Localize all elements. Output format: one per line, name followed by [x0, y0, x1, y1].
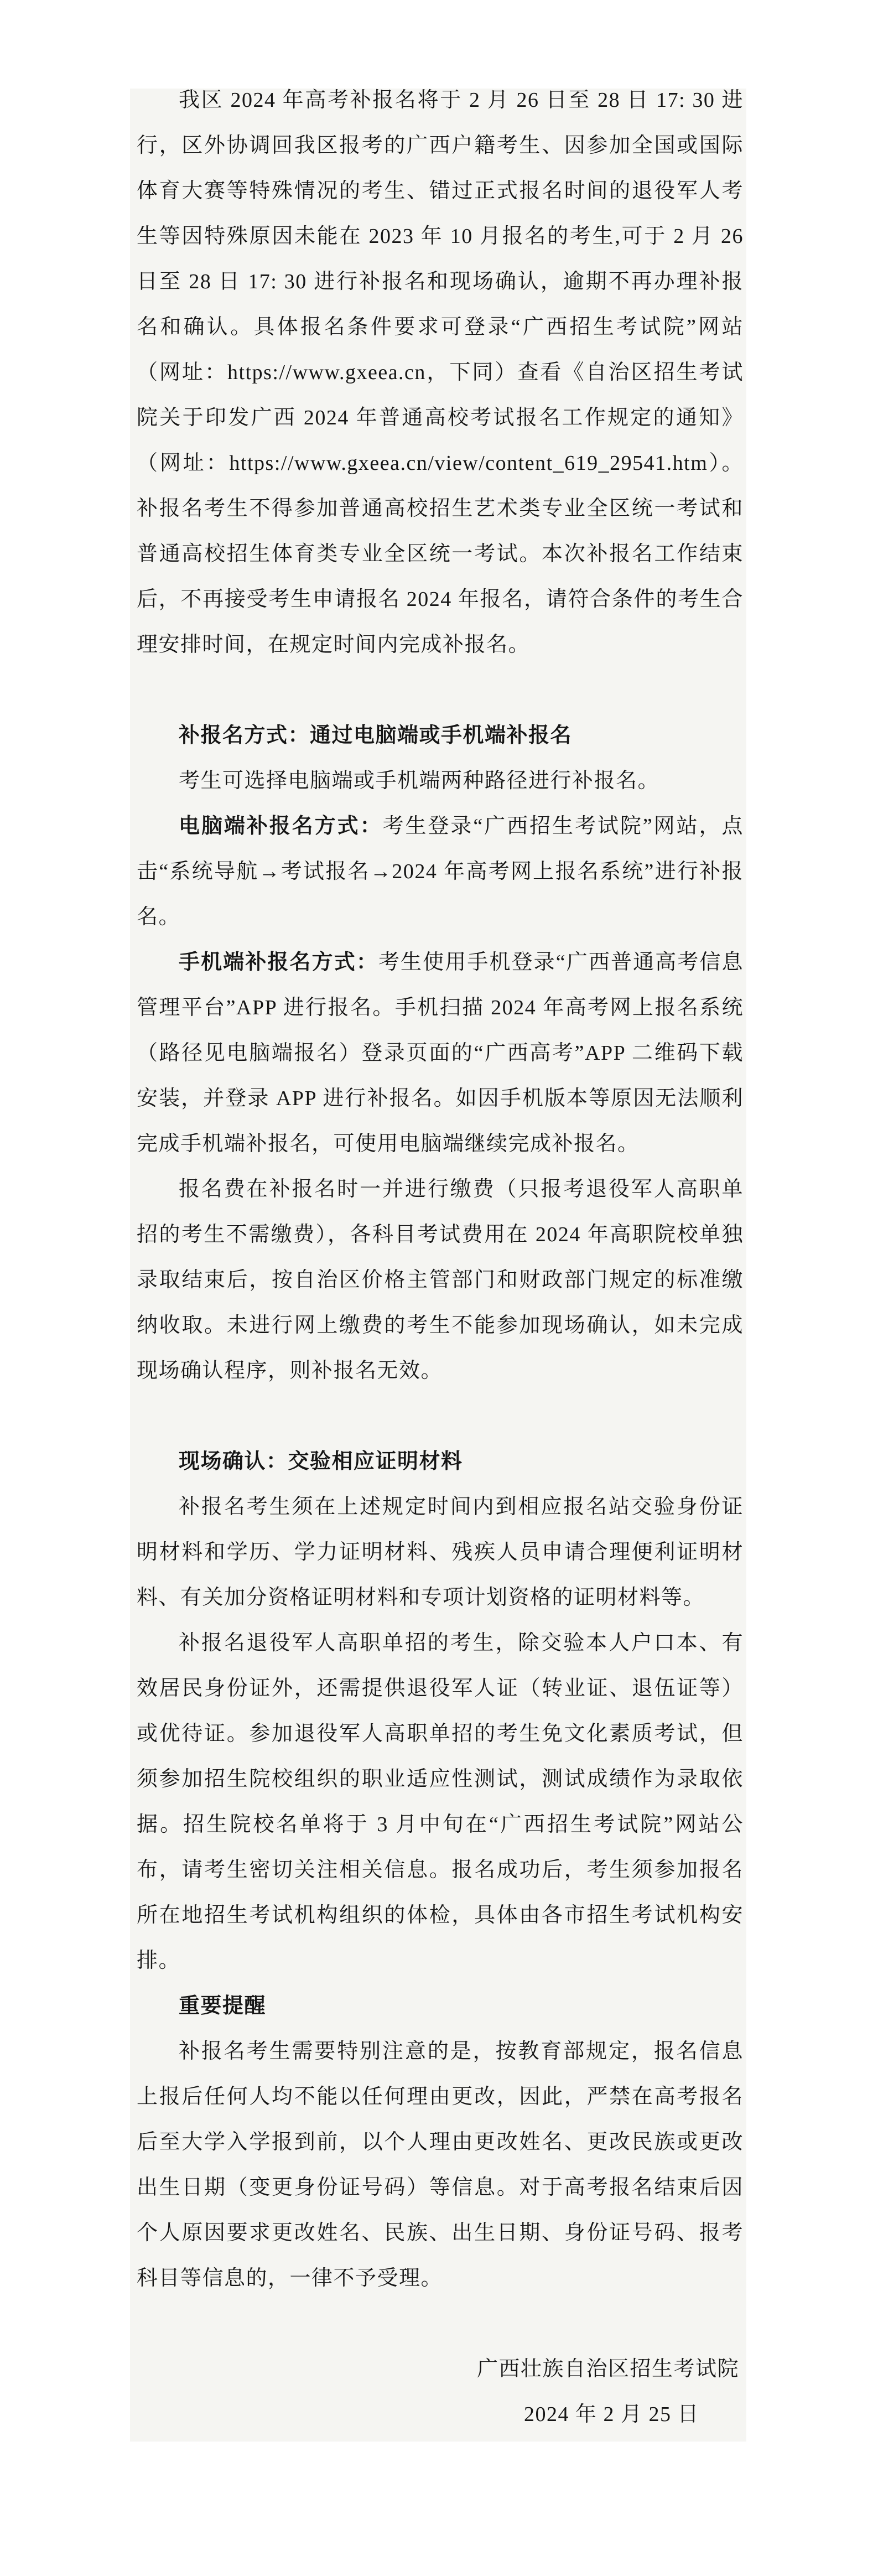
paragraph-gap — [137, 1393, 744, 1439]
body-paragraph: 补报名退役军人高职单招的考生，除交验本人户口本、有效居民身份证外，还需提供退役军人证（转业证、退伍证等）或优待证。参加退役军人高职单招的考生免文化素质考试，但须参加招生院校组织的职业适应性测试，测试成绩作为录取依据。招生院校名单将于 3 月中旬在“广西招生考试院”网站公布，请考生密切关注相关信息。报名成功后，考生须参加报名所在地招生考试机构组织的体检，具体由各市招生考试机构安排。 — [137, 1631, 744, 1972]
date-line: 2024 年 2 月 25 日 — [523, 2403, 699, 2426]
body-paragraph: 补报名考生需要特别注意的是，按教育部规定，报名信息上报后任何人均不能以任何理由更改，因此，严禁在高考报名后至大学入学报到前，以个人理由更改姓名、更改民族或更改出生日期（变更身份证号码）等信息。对于高考报名结束后因个人原因要求更改姓名、民族、出生日期、身份证号码、报考科目等信息的，一律不予受理。 — [137, 2040, 744, 2290]
document-sheet — [130, 89, 746, 2442]
paragraph-text: 考生使用手机登录“广西普通高考信息管理平台”APP 进行报名。手机扫描 2024 年高考网上报名系统（路径见电脑端报名）登录页面的“广西高考”APP 二维码下载安装，并登录 APP 进行补报名。如因手机版本等原因无法顺利完成手机端补报名，可使用电脑端继续完成补报名。 — [137, 951, 744, 1155]
section-heading: 重要提醒 — [179, 1994, 267, 2018]
signature-line: 广西壮族自治区招生考试院 — [476, 2357, 739, 2381]
body-paragraph: 报名费在补报名时一并进行缴费（只报考退役军人高职单招的考生不需缴费），各科目考试费用在 2024 年高职院校单独录取结束后，按自治区价格主管部门和财政部门规定的标准缴纳收取。未进行网上缴费的考生不能参加现场确认，如未完成现场确认程序，则补报名无效。 — [137, 1178, 744, 1382]
paragraph-bold-lead: 手机端补报名方式： — [179, 951, 378, 974]
paragraph-gap — [137, 667, 744, 713]
paragraph-gap — [137, 2301, 744, 2346]
document-body — [137, 77, 744, 2437]
body-paragraph — [137, 940, 744, 1167]
section-heading: 补报名方式：通过电脑端或手机端补报名 — [179, 724, 573, 747]
paragraph-bold-lead: 电脑端补报名方式： — [179, 815, 383, 838]
body-paragraph — [137, 804, 744, 940]
body-paragraph: 我区 2024 年高考补报名将于 2 月 26 日至 28 日 17: 30 进行，区外协调回我区报考的广西户籍考生、因参加全国或国际体育大赛等特殊情况的考生、错过正式报名时间的退役军人考生等因特殊原因未能在 2023 年 10 月报名的考生,可于 2 月 26 日至 28 日 17: 30 进行补报名和现场确认，逾期不再办理补报名和确认。具体报名条件要求可登录“广西招生考试院”网站（网址：https://www.gxeea.cn，下同）查看《自治区招生考试院关于印发广西 2024 年普通高校考试报名工作规定的通知》（网址：https://www.gxeea.cn/view/content_619_29541.htm）。补报名考生不得参加普通高校招生艺术类专业全区统一考试和普通高校招生体育类专业全区统一考试。本次补报名工作结束后，不再接受考生申请报名 2024 年报名，请符合条件的考生合理安排时间，在规定时间内完成补报名。 — [137, 89, 744, 656]
body-paragraph: 考生可选择电脑端或手机端两种路径进行补报名。 — [179, 769, 660, 792]
body-paragraph: 补报名考生须在上述规定时间内到相应报名站交验身份证明材料和学历、学力证明材料、残疾人员申请合理便利证明材料、有关加分资格证明材料和专项计划资格的证明材料等。 — [137, 1495, 744, 1609]
section-heading: 现场确认：交验相应证明材料 — [179, 1450, 463, 1473]
paragraph-text: 考生登录“广西招生考试院”网站，点击“系统导航→考试报名→2024 年高考网上报名系统”进行补报名。 — [137, 815, 744, 929]
